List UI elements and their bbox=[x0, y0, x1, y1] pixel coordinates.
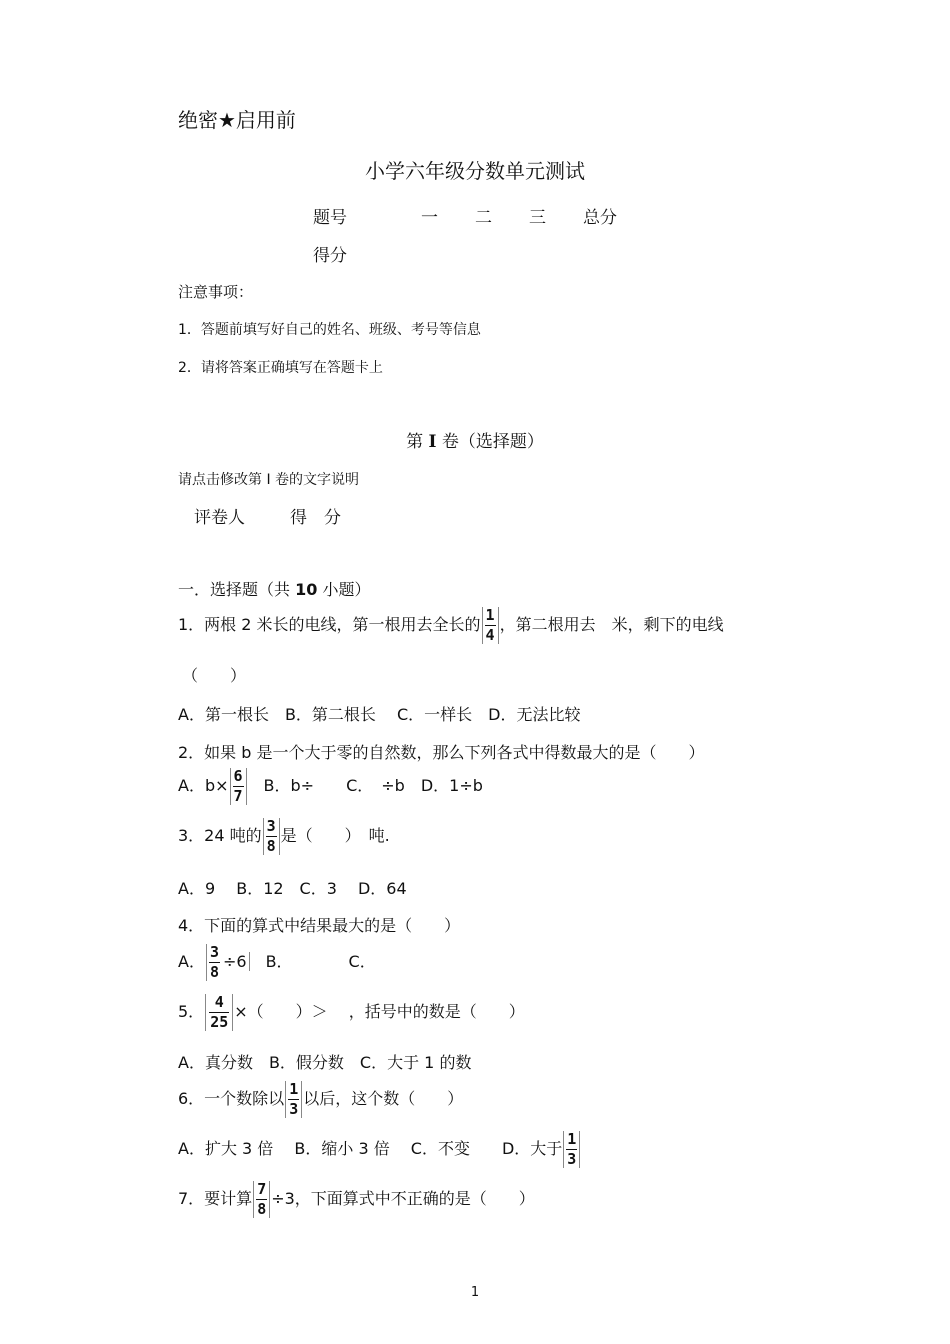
q2-opt-rest: B．b÷ C． ÷b D．1÷b bbox=[247, 776, 483, 795]
q4-frac-num: 3 bbox=[209, 943, 219, 961]
score-table-col-1: 一 bbox=[421, 208, 438, 228]
notes-item-2: 2．请将答案正确填写在答题卡上 bbox=[178, 360, 383, 376]
q7-text-b: ÷3，下面算式中不正确的是（ ） bbox=[271, 1189, 535, 1208]
q7-frac-den: 8 bbox=[257, 1200, 267, 1218]
q4-div: ÷6 bbox=[223, 952, 250, 971]
score-table-row2-label: 得分 bbox=[313, 246, 347, 266]
notes-heading: 注意事项： bbox=[178, 283, 254, 301]
q3-options: A．9 B．12 C．3 D．64 bbox=[178, 879, 407, 898]
q1-text-a: 1．两根 2 米长的电线，第一根用去全长的 bbox=[178, 615, 481, 634]
question-1 bbox=[178, 607, 724, 644]
q6-option-fraction bbox=[563, 1131, 580, 1168]
question-7 bbox=[178, 1181, 535, 1218]
score-table-col-total: 总分 bbox=[583, 208, 617, 228]
q6-options bbox=[178, 1131, 581, 1168]
q3-fraction bbox=[263, 818, 280, 855]
q3-frac-den: 8 bbox=[266, 837, 276, 855]
section-desc: 请点击修改第 I 卷的文字说明 bbox=[178, 472, 360, 488]
question-2: 2．如果 b 是一个大于零的自然数，那么下列各式中得数最大的是（ ） bbox=[178, 743, 705, 762]
q1-options: A．第一根长 B．第二根长 C．一样长 D．无法比较 bbox=[178, 705, 581, 724]
q5-text: 5． bbox=[178, 1002, 205, 1021]
question-4: 4．下面的算式中结果最大的是（ ） bbox=[178, 916, 461, 935]
q1-answer-blank: （ ） bbox=[182, 666, 247, 685]
choice-heading-prefix: 一．选择题（共 bbox=[178, 580, 296, 599]
q5-frac-num: 4 bbox=[209, 994, 229, 1013]
q4-opt-a: A． bbox=[178, 952, 205, 971]
grader-label: 评卷人 bbox=[194, 508, 245, 528]
q2-options bbox=[178, 768, 483, 805]
score-table-col-2: 二 bbox=[475, 208, 492, 228]
q7-fraction bbox=[253, 1181, 270, 1218]
q6-text-a: 6．一个数除以 bbox=[178, 1089, 285, 1108]
grader-score-label: 得 分 bbox=[290, 508, 341, 528]
page-number: 1 bbox=[470, 1285, 480, 1300]
page-title: 小学六年级分数单元测试 bbox=[365, 159, 585, 183]
confidential-label: 绝密★启用前 bbox=[178, 108, 296, 132]
question-3 bbox=[178, 818, 390, 855]
q6-frac-num: 1 bbox=[289, 1080, 299, 1098]
section-title bbox=[0, 427, 950, 452]
q1-frac-num: 1 bbox=[485, 606, 495, 624]
q2-fraction bbox=[230, 768, 247, 805]
q6-text-b: 以后，这个数（ ） bbox=[303, 1089, 464, 1108]
q5-rest: ×（ ）＞ ，括号中的数是（ ） bbox=[234, 1002, 525, 1021]
q7-frac-num: 7 bbox=[257, 1180, 267, 1198]
q6-opt-frac-den: 3 bbox=[567, 1150, 577, 1168]
score-table-row1-label: 题号 bbox=[313, 208, 347, 228]
section-title-roman: I bbox=[428, 432, 437, 452]
choice-heading-num: 10 bbox=[295, 580, 318, 599]
choice-heading bbox=[178, 577, 370, 600]
q5-frac-den: 25 bbox=[210, 1013, 229, 1031]
q4-fraction bbox=[206, 944, 222, 981]
q4-options bbox=[178, 944, 376, 981]
score-table-col-3: 三 bbox=[529, 208, 546, 228]
q3-text-b: 是（ ） 吨. bbox=[280, 826, 390, 845]
q1-frac-den: 4 bbox=[485, 626, 495, 644]
question-6 bbox=[178, 1081, 463, 1118]
choice-heading-suffix: 小题） bbox=[317, 580, 371, 599]
q4-opt-rest: B． C． bbox=[249, 952, 376, 971]
q5-fraction bbox=[205, 994, 233, 1031]
q1-text-b: ，第二根用去 米，剩下的电线 bbox=[499, 615, 724, 634]
q5-options: A．真分数 B．假分数 C．大于 1 的数 bbox=[178, 1053, 472, 1072]
q1-fraction bbox=[482, 607, 499, 644]
section-title-suffix: 卷（选择题） bbox=[441, 432, 544, 452]
q7-text-a: 7．要计算 bbox=[178, 1189, 253, 1208]
q2-frac-num: 6 bbox=[233, 767, 243, 785]
q2-frac-den: 7 bbox=[233, 787, 243, 805]
q3-text-a: 3．24 吨的 bbox=[178, 826, 262, 845]
section-title-prefix: 第 bbox=[406, 432, 424, 452]
q6-opt-frac-num: 1 bbox=[567, 1130, 577, 1148]
q4-frac-den: 8 bbox=[209, 963, 219, 981]
q2-opt-a: A．b× bbox=[178, 776, 229, 795]
q6-fraction bbox=[285, 1081, 302, 1118]
notes-item-1: 1．答题前填写好自己的姓名、班级、考号等信息 bbox=[178, 322, 481, 338]
q6-options-text: A．扩大 3 倍 B．缩小 3 倍 C．不变 D．大于 bbox=[178, 1139, 563, 1158]
q6-frac-den: 3 bbox=[289, 1100, 299, 1118]
question-5 bbox=[178, 994, 525, 1031]
q3-frac-num: 3 bbox=[266, 817, 276, 835]
